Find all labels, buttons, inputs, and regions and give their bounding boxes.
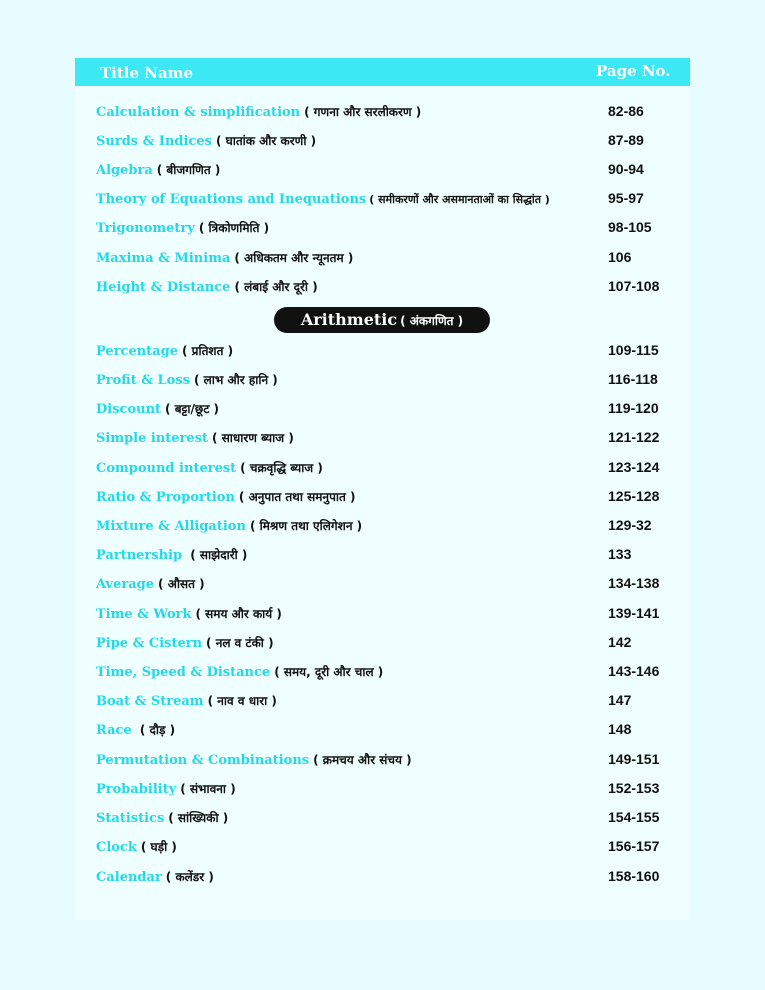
entry-label	[96, 216, 269, 240]
entry-title: Discount	[96, 402, 162, 417]
contents-row[interactable]	[96, 100, 671, 122]
entry-title: Profit & Loss	[96, 373, 190, 388]
contents-row[interactable]	[96, 397, 671, 419]
entry-page: 109-115	[608, 342, 659, 358]
entry-page: 139-141	[608, 605, 660, 621]
title-name-header: Title Name	[100, 64, 194, 82]
entry-hindi: ( सांख्यिकी )	[168, 811, 229, 825]
entry-hindi: ( समय और कार्य )	[195, 607, 282, 621]
contents-row[interactable]	[96, 456, 671, 478]
contents-row[interactable]	[96, 602, 671, 624]
contents-row[interactable]	[96, 689, 671, 711]
entry-hindi: ( अधिकतम और न्यूनतम )	[234, 251, 354, 265]
entry-label	[96, 689, 277, 713]
contents-row[interactable]	[96, 806, 671, 828]
section-title: Arithmetic	[300, 310, 398, 329]
entry-label	[96, 129, 316, 153]
entry-title: Probability	[96, 782, 177, 797]
entry-hindi: ( लंबाई और दूरी )	[234, 280, 318, 294]
entry-label	[96, 397, 219, 421]
contents-row[interactable]	[96, 748, 671, 770]
section-heading-arithmetic	[274, 307, 490, 333]
entry-title: Ratio & Proportion	[96, 490, 235, 505]
entry-hindi: ( मिश्रण तथा एलिगेशन )	[249, 519, 363, 533]
contents-row[interactable]	[96, 158, 671, 180]
entry-hindi: ( चक्रवृद्धि ब्याज )	[240, 461, 323, 475]
entry-hindi: ( लाभ और हानि )	[194, 373, 278, 387]
entry-hindi: ( दौड़ )	[135, 723, 176, 737]
entry-page: 152-153	[608, 780, 660, 796]
contents-row[interactable]	[96, 660, 671, 682]
entry-title: Surds & Indices	[96, 134, 212, 149]
entry-page: 125-128	[608, 488, 660, 504]
entry-title: Theory of Equations and Inequations	[96, 192, 367, 207]
entry-label	[96, 426, 294, 450]
entry-title: Boat & Stream	[96, 694, 204, 709]
entry-hindi: ( समय, दूरी और चाल )	[274, 665, 384, 679]
entry-label	[96, 806, 228, 830]
entry-title: Statistics	[96, 811, 165, 826]
entry-title: Simple interest	[96, 431, 209, 446]
entry-label	[96, 485, 356, 509]
entry-label	[96, 602, 282, 626]
entry-title: Average	[96, 577, 155, 592]
entry-hindi: ( नाव व धारा )	[207, 694, 277, 708]
entry-label	[96, 543, 247, 567]
page-no-header: Page No.	[596, 62, 671, 80]
contents-row[interactable]	[96, 426, 671, 448]
entry-title: Trigonometry	[96, 221, 195, 236]
contents-row[interactable]	[96, 543, 671, 565]
contents-row[interactable]	[96, 572, 671, 594]
entry-page: 143-146	[608, 663, 660, 679]
entry-hindi: ( कलेंडर )	[165, 870, 214, 884]
entry-page: 154-155	[608, 809, 660, 825]
entry-title: Pipe & Cistern	[96, 636, 203, 651]
contents-row[interactable]	[96, 275, 671, 297]
entry-title: Time, Speed & Distance	[96, 665, 271, 680]
entry-page: 121-122	[608, 429, 660, 445]
entry-page: 134-138	[608, 575, 660, 591]
entry-label	[96, 246, 353, 270]
entry-hindi: ( प्रतिशत )	[181, 344, 234, 358]
contents-row[interactable]	[96, 129, 671, 151]
entry-hindi: ( समीकरणों और असमानताओं का सिद्धांत )	[369, 193, 550, 206]
entry-page: 147	[608, 692, 632, 708]
entry-label	[96, 339, 233, 363]
entry-hindi: ( अनुपात तथा समनुपात )	[238, 490, 356, 504]
entry-page: 82-86	[608, 103, 644, 119]
entry-label	[96, 660, 383, 684]
entry-hindi: ( साझेदारी )	[186, 548, 248, 562]
entry-label	[96, 748, 412, 772]
contents-row[interactable]	[96, 631, 671, 653]
entry-title: Permutation & Combinations	[96, 753, 310, 768]
entry-label	[96, 187, 550, 211]
entry-title: Mixture & Alligation	[96, 519, 246, 534]
entry-hindi: ( बट्टा/छूट )	[165, 402, 220, 416]
entry-page: 142	[608, 634, 632, 650]
entry-page: 90-94	[608, 161, 644, 177]
entry-label	[96, 514, 362, 538]
entry-page: 87-89	[608, 132, 644, 148]
entry-page: 148	[608, 721, 632, 737]
entry-title: Partnership	[96, 548, 183, 563]
entry-page: 116-118	[608, 371, 658, 387]
entry-label	[96, 275, 318, 299]
entry-page: 107-108	[608, 278, 660, 294]
entry-label	[96, 835, 177, 859]
entry-page: 133	[608, 546, 632, 562]
entry-page: 98-105	[608, 219, 652, 235]
entry-label	[96, 572, 205, 596]
entry-page: 156-157	[608, 838, 660, 854]
entry-page: 95-97	[608, 190, 644, 206]
entry-hindi: ( नल व टंकी )	[206, 636, 274, 650]
contents-row[interactable]	[96, 368, 671, 390]
entry-title: Race	[96, 723, 132, 738]
entry-hindi: ( घड़ी )	[140, 840, 177, 854]
entry-title: Calendar	[96, 870, 162, 885]
entry-title: Percentage	[96, 344, 178, 359]
entry-hindi: ( गणना और सरलीकरण )	[304, 105, 422, 119]
entry-hindi: ( बीजगणित )	[156, 163, 221, 177]
contents-row[interactable]	[96, 216, 671, 238]
contents-row[interactable]	[96, 718, 671, 740]
entry-title: Time & Work	[96, 607, 192, 622]
entry-page: 129-32	[608, 517, 652, 533]
entry-label	[96, 456, 323, 480]
entry-hindi: ( घातांक और करणी )	[215, 134, 317, 148]
entry-page: 106	[608, 249, 632, 265]
entry-title: Calculation & simplification	[96, 105, 301, 120]
entry-title: Algebra	[96, 163, 153, 178]
entry-hindi: ( क्रमचय और संचय )	[313, 753, 412, 767]
entry-title: Clock	[96, 840, 137, 855]
contents-row[interactable]	[96, 514, 671, 536]
entry-label	[96, 777, 236, 801]
entry-label	[96, 865, 214, 889]
entry-title: Height & Distance	[96, 280, 231, 295]
entry-label	[96, 631, 274, 655]
entry-hindi: ( औसत )	[158, 577, 205, 591]
entry-title: Maxima & Minima	[96, 251, 231, 266]
entry-page: 119-120	[608, 400, 659, 416]
contents-row[interactable]	[96, 835, 671, 857]
entry-page: 123-124	[608, 459, 660, 475]
entry-label	[96, 158, 220, 182]
entry-label	[96, 368, 278, 392]
entry-label	[96, 100, 421, 124]
entry-hindi: ( साधारण ब्याज )	[212, 431, 294, 445]
contents-row[interactable]	[96, 777, 671, 799]
contents-row[interactable]	[96, 187, 671, 209]
entry-title: Compound interest	[96, 461, 237, 476]
entry-hindi: ( संभावना )	[180, 782, 236, 796]
contents-row[interactable]	[96, 865, 671, 887]
contents-row[interactable]	[96, 485, 671, 507]
entry-label	[96, 718, 175, 742]
entry-page: 149-151	[608, 751, 660, 767]
entry-page: 158-160	[608, 868, 660, 884]
contents-row[interactable]	[96, 339, 671, 361]
entry-hindi: ( त्रिकोणमिति )	[198, 221, 270, 235]
contents-row[interactable]	[96, 246, 671, 268]
section-hindi: ( अंकगणित )	[400, 314, 464, 328]
